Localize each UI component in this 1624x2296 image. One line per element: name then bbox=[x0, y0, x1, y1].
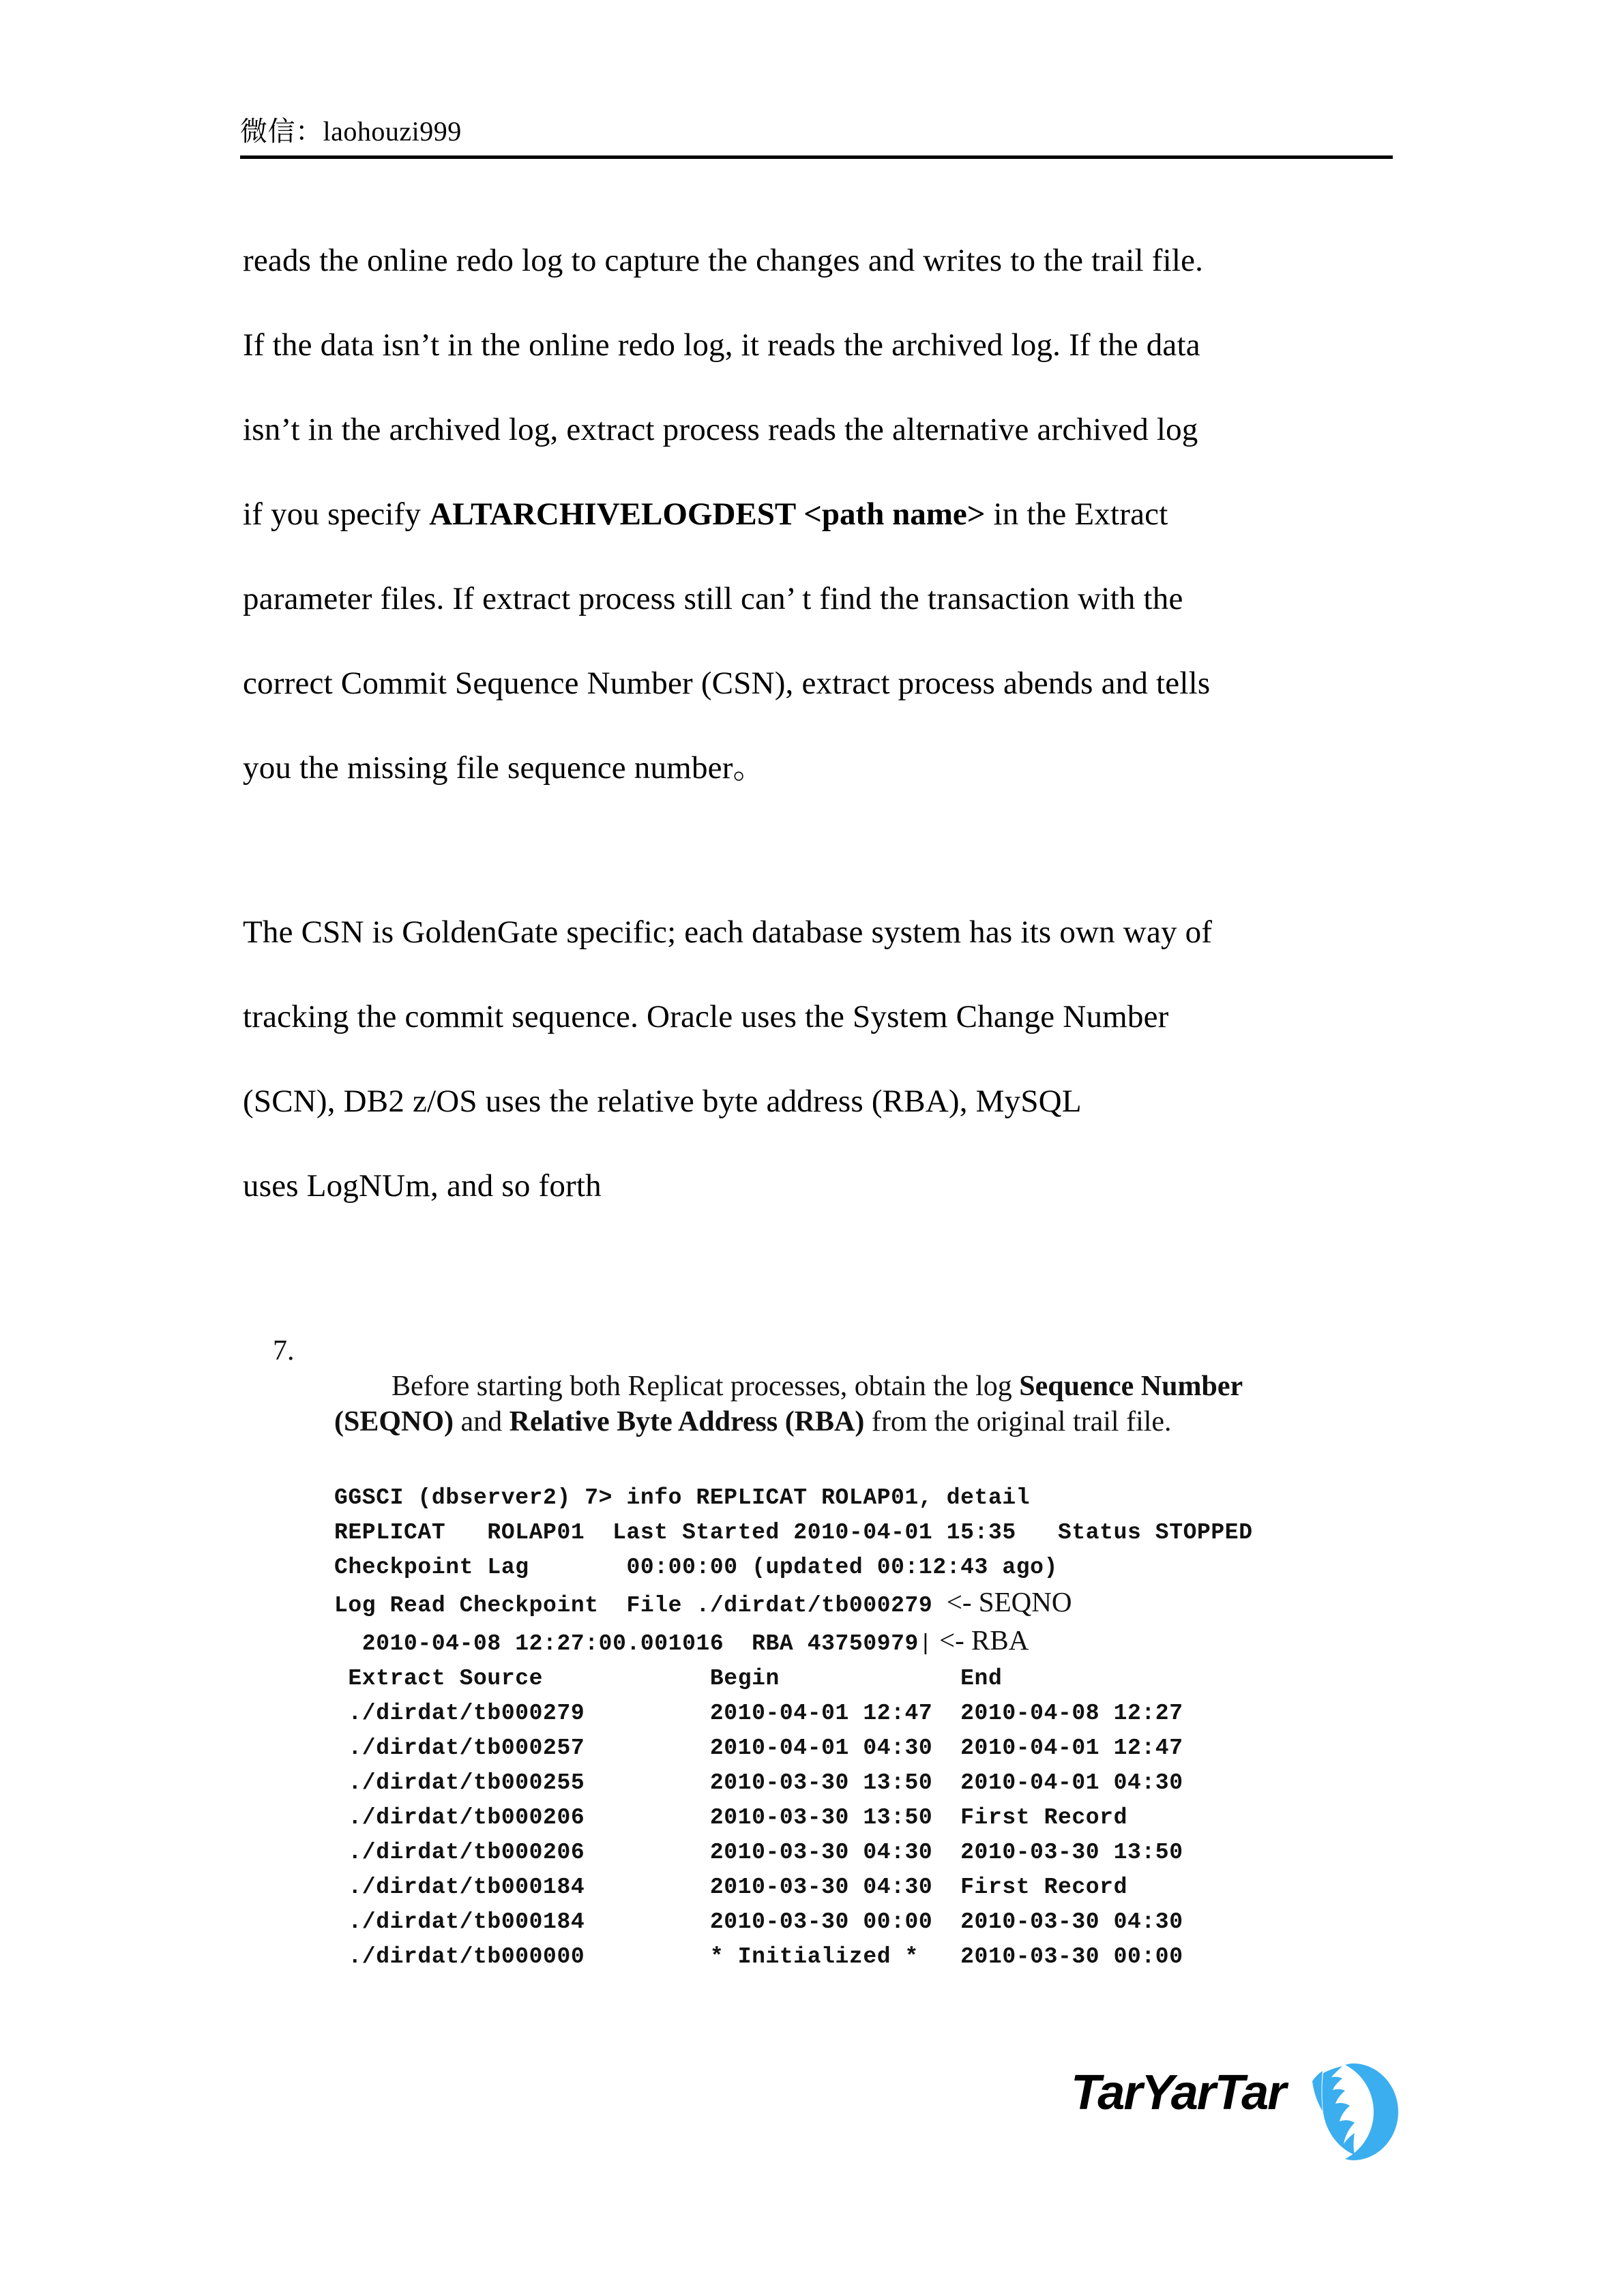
page-header bbox=[240, 115, 1393, 159]
paragraph-line: tracking the commit sequence. Oracle uses the System Change Number bbox=[243, 999, 1169, 1034]
table-row bbox=[334, 1696, 1398, 1731]
prose-text: if you specify bbox=[243, 496, 430, 532]
item-text-bold-two: (SEQNO) bbox=[334, 1406, 454, 1437]
paragraph-line: If the data isn’t in the online redo log, it reads the archived log. If the data bbox=[243, 327, 1200, 363]
paragraph-line: isn’t in the archived log, extract process reads the alternative archived log bbox=[243, 412, 1198, 447]
console-line bbox=[334, 1550, 1398, 1585]
item-text-plain-one: Before starting both Replicat processes, obtain the log bbox=[392, 1371, 1020, 1402]
taryartar-logo bbox=[1064, 2061, 1405, 2170]
table-row bbox=[334, 1800, 1398, 1835]
logo-wordmark: TarYarTar bbox=[1071, 2066, 1286, 2120]
item-text-plain-three: from the original trail file. bbox=[864, 1406, 1172, 1437]
callout-label: <- RBA bbox=[932, 1624, 1029, 1656]
table-row-text: ./dirdat/tb000279 2010-04-01 12:47 2010-04-08 12:27 bbox=[334, 1701, 1183, 1726]
console-text: Log Read Checkpoint File ./dirdat/tb000279 bbox=[334, 1593, 947, 1618]
console-line bbox=[334, 1515, 1398, 1550]
paragraph-line: correct Commit Sequence Number (CSN), extract process abends and tells bbox=[243, 666, 1211, 701]
item-text-bold-one: Sequence Number bbox=[1019, 1371, 1243, 1402]
item-text-bold-three: Relative Byte Address (RBA) bbox=[509, 1406, 865, 1437]
console-text: GGSCI (dbserver2) 7> info REPLICAT ROLAP01, detail bbox=[334, 1485, 1031, 1510]
figure-step-seven bbox=[266, 1333, 1398, 1974]
table-row-text: ./dirdat/tb000255 2010-03-30 13:50 2010-04-01 04:30 bbox=[334, 1770, 1183, 1795]
table-row bbox=[334, 1870, 1398, 1905]
table-row-text: ./dirdat/tb000206 2010-03-30 13:50 First Record bbox=[334, 1805, 1127, 1830]
table-row bbox=[334, 1905, 1398, 1939]
table-row-text: ./dirdat/tb000184 2010-03-30 04:30 First Record bbox=[334, 1875, 1127, 1900]
table-row-text: ./dirdat/tb000257 2010-04-01 04:30 2010-04-01 12:47 bbox=[334, 1735, 1183, 1761]
item-number: 7. bbox=[273, 1335, 295, 1367]
item-text-plain-two: and bbox=[454, 1406, 510, 1437]
table-row-text: ./dirdat/tb000206 2010-03-30 04:30 2010-03-30 13:50 bbox=[334, 1840, 1183, 1865]
prose-text: in the Extract bbox=[985, 496, 1168, 532]
console-line bbox=[334, 1623, 1398, 1661]
item-text bbox=[334, 1333, 1398, 1475]
table-row-text: ./dirdat/tb000184 2010-03-30 00:00 2010-03-30 04:30 bbox=[334, 1909, 1183, 1935]
table-row bbox=[334, 1939, 1398, 1974]
paragraph-block-one bbox=[243, 218, 1402, 810]
table-header-row bbox=[334, 1661, 1398, 1696]
globe-icon bbox=[1311, 2061, 1403, 2163]
header-divider bbox=[240, 155, 1393, 159]
callout-label: <- SEQNO bbox=[946, 1586, 1072, 1617]
paragraph-line bbox=[243, 472, 1402, 556]
table-row bbox=[334, 1835, 1398, 1870]
console-text: 2010-04-08 12:27:00.001016 RBA 43750979 bbox=[334, 1631, 919, 1656]
console-line bbox=[334, 1480, 1398, 1515]
console-text: REPLICAT ROLAP01 Last Started 2010-04-01 15:35 Status STOPPED bbox=[334, 1520, 1253, 1545]
prose-emphasis: ALTARCHIVELOGDEST <path name> bbox=[429, 496, 986, 532]
table-row bbox=[334, 1765, 1398, 1800]
console-text: Checkpoint Lag 00:00:00 (updated 00:12:43 ago) bbox=[334, 1555, 1058, 1580]
console-output bbox=[334, 1480, 1398, 1974]
text-cursor: | bbox=[918, 1631, 932, 1656]
table-row bbox=[334, 1731, 1398, 1765]
header-wechat-handle: 微信：laohouzi999 bbox=[240, 116, 462, 147]
console-line bbox=[334, 1585, 1398, 1623]
table-header-text: Extract Source Begin End bbox=[334, 1666, 1003, 1691]
paragraph-line: The CSN is GoldenGate specific; each database system has its own way of bbox=[243, 914, 1213, 950]
paragraph-block-two bbox=[243, 890, 1402, 1228]
paragraph-line: you the missing file sequence number。 bbox=[243, 750, 765, 786]
logo-chinese-name: 太阳塔科技 bbox=[1098, 2120, 1283, 2160]
paragraph-line: parameter files. If extract process still can’ t find the transaction with the bbox=[243, 581, 1183, 616]
table-row-text: ./dirdat/tb000000 * Initialized * 2010-03-30 00:00 bbox=[334, 1944, 1183, 1969]
paragraph-line: (SCN), DB2 z/OS uses the relative byte address (RBA), MySQL bbox=[243, 1084, 1082, 1119]
paragraph-line: uses LogNUm, and so forth bbox=[243, 1168, 602, 1204]
numbered-item bbox=[266, 1333, 1398, 1475]
paragraph-line: reads the online redo log to capture the changes and writes to the trail file. bbox=[243, 243, 1204, 278]
